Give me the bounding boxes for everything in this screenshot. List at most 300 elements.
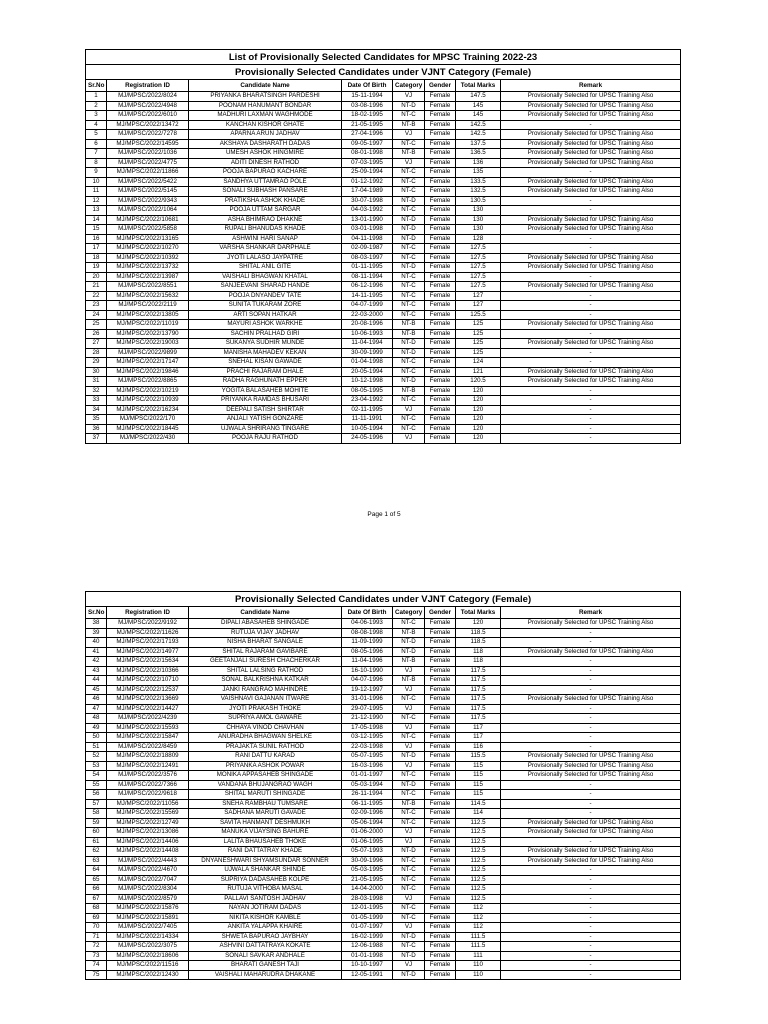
registration-id-cell: MJ/MPSC/2022/15593 bbox=[107, 723, 189, 733]
registration-id-cell: MJ/MPSC/2022/18606 bbox=[107, 951, 189, 961]
remark-cell: - bbox=[501, 415, 681, 425]
remark-cell: Provisionally Selected for UPSC Training Also bbox=[501, 847, 681, 857]
gender-cell: Female bbox=[425, 828, 456, 838]
candidate-name-cell: SANDHYA UTTAMRAO POLE bbox=[189, 177, 342, 187]
registration-id-cell: MJ/MPSC/2022/4775 bbox=[107, 158, 189, 168]
total-marks-cell: 121 bbox=[456, 367, 501, 377]
candidate-name-cell: PRIYANKA ASHOK POWAR bbox=[189, 761, 342, 771]
registration-id-cell: MJ/MPSC/2022/3075 bbox=[107, 942, 189, 952]
candidate-name-cell: SHITAL LALSING RATHOD bbox=[189, 666, 342, 676]
gender-cell: Female bbox=[425, 856, 456, 866]
remark-cell: Provisionally Selected for UPSC Training Also bbox=[501, 761, 681, 771]
dob-cell: 25-09-1994 bbox=[342, 168, 393, 178]
total-marks-cell: 147.5 bbox=[456, 92, 501, 102]
table-row bbox=[86, 742, 681, 752]
sr-no-cell: 55 bbox=[86, 780, 107, 790]
registration-id-cell: MJ/MPSC/2022/14408 bbox=[107, 847, 189, 857]
table-row bbox=[86, 961, 681, 971]
gender-cell: Female bbox=[425, 244, 456, 254]
table-row bbox=[86, 158, 681, 168]
remark-cell: - bbox=[501, 704, 681, 714]
table-row bbox=[86, 282, 681, 292]
table-row bbox=[86, 386, 681, 396]
sr-no-cell: 23 bbox=[86, 301, 107, 311]
candidate-name-cell: JYOTI LALASO JAYPATRE bbox=[189, 253, 342, 263]
gender-cell: Female bbox=[425, 932, 456, 942]
total-marks-cell: 127.5 bbox=[456, 263, 501, 273]
remark-cell: Provisionally Selected for UPSC Training Also bbox=[501, 828, 681, 838]
dob-cell: 01-06-1995 bbox=[342, 837, 393, 847]
sr-no-cell: 71 bbox=[86, 932, 107, 942]
total-marks-cell: 127.5 bbox=[456, 244, 501, 254]
category-cell: NT-C bbox=[393, 291, 425, 301]
table-row bbox=[86, 714, 681, 724]
table-row bbox=[86, 923, 681, 933]
gender-cell: Female bbox=[425, 942, 456, 952]
category-cell: VJ bbox=[393, 704, 425, 714]
sr-no-cell: 54 bbox=[86, 771, 107, 781]
registration-id-cell: MJ/MPSC/2022/14334 bbox=[107, 932, 189, 942]
sr-no-cell: 4 bbox=[86, 120, 107, 130]
sr-no-cell: 12 bbox=[86, 196, 107, 206]
remark-cell: - bbox=[501, 310, 681, 320]
total-marks-cell: 130.5 bbox=[456, 196, 501, 206]
table-row bbox=[86, 685, 681, 695]
dob-cell: 11-09-1999 bbox=[342, 638, 393, 648]
dob-cell: 01-01-1998 bbox=[342, 951, 393, 961]
registration-id-cell: MJ/MPSC/2022/10270 bbox=[107, 244, 189, 254]
category-cell: NT-D bbox=[393, 647, 425, 657]
category-cell: NT-C bbox=[393, 253, 425, 263]
candidate-name-cell: LALITA BHAUSAHEB THOKE bbox=[189, 837, 342, 847]
candidate-name-cell: RUTUJA VITHOBA MASAL bbox=[189, 885, 342, 895]
sr-no-cell: 25 bbox=[86, 320, 107, 330]
total-marks-cell: 118 bbox=[456, 657, 501, 667]
gender-cell: Female bbox=[425, 329, 456, 339]
registration-id-cell: MJ/MPSC/2022/10366 bbox=[107, 666, 189, 676]
category-cell: NT-C bbox=[393, 856, 425, 866]
candidate-name-cell: GEETANJALI SURESH CHACHERKAR bbox=[189, 657, 342, 667]
dob-cell: 01-01-1997 bbox=[342, 771, 393, 781]
remark-cell: - bbox=[501, 723, 681, 733]
total-marks-cell: 117.5 bbox=[456, 666, 501, 676]
dob-cell: 08-08-1998 bbox=[342, 628, 393, 638]
sr-no-cell: 14 bbox=[86, 215, 107, 225]
total-marks-cell: 120 bbox=[456, 396, 501, 406]
remark-cell: Provisionally Selected for UPSC Training Also bbox=[501, 92, 681, 102]
remark-cell: - bbox=[501, 970, 681, 980]
remark-cell: - bbox=[501, 657, 681, 667]
dob-cell: 05-03-1994 bbox=[342, 780, 393, 790]
total-marks-cell: 112.5 bbox=[456, 837, 501, 847]
table-row bbox=[86, 396, 681, 406]
gender-cell: Female bbox=[425, 339, 456, 349]
category-cell: NT-C bbox=[393, 358, 425, 368]
gender-cell: Female bbox=[425, 196, 456, 206]
gender-cell: Female bbox=[425, 780, 456, 790]
registration-id-cell: MJ/MPSC/2022/11056 bbox=[107, 799, 189, 809]
table-row bbox=[86, 92, 681, 102]
registration-id-cell: MJ/MPSC/2022/10219 bbox=[107, 386, 189, 396]
col-dob: Date Of Birth bbox=[342, 80, 393, 92]
category-cell: NT-D bbox=[393, 638, 425, 648]
gender-cell: Female bbox=[425, 434, 456, 444]
registration-id-cell: MJ/MPSC/2022/15876 bbox=[107, 904, 189, 914]
category-cell: NT-B bbox=[393, 628, 425, 638]
total-marks-cell: 125 bbox=[456, 339, 501, 349]
gender-cell: Female bbox=[425, 291, 456, 301]
table-row bbox=[86, 676, 681, 686]
table-row bbox=[86, 130, 681, 140]
category-cell: NT-D bbox=[393, 970, 425, 980]
candidate-name-cell: SONAL BALKRISHNA KATKAR bbox=[189, 676, 342, 686]
candidate-name-cell: ANKITA YALAPPA KHAIRE bbox=[189, 923, 342, 933]
category-cell: NT-C bbox=[393, 942, 425, 952]
registration-id-cell: MJ/MPSC/2022/12749 bbox=[107, 818, 189, 828]
gender-cell: Female bbox=[425, 234, 456, 244]
registration-id-cell: MJ/MPSC/2022/9192 bbox=[107, 619, 189, 629]
sr-no-cell: 20 bbox=[86, 272, 107, 282]
candidate-name-cell: NIKITA KISHOR KAMBLE bbox=[189, 913, 342, 923]
gender-cell: Female bbox=[425, 885, 456, 895]
registration-id-cell: MJ/MPSC/2022/12491 bbox=[107, 761, 189, 771]
dob-cell: 12-05-1991 bbox=[342, 970, 393, 980]
category-cell: NT-D bbox=[393, 932, 425, 942]
candidate-name-cell: UJWALA SHRIRANG TINGARE bbox=[189, 424, 342, 434]
remark-cell: Provisionally Selected for UPSC Training Also bbox=[501, 130, 681, 140]
dob-cell: 18-02-1995 bbox=[342, 111, 393, 121]
gender-cell: Female bbox=[425, 904, 456, 914]
category-cell: NT-C bbox=[393, 111, 425, 121]
table-row bbox=[86, 424, 681, 434]
table-row bbox=[86, 837, 681, 847]
registration-id-cell: MJ/MPSC/2022/10710 bbox=[107, 676, 189, 686]
gender-cell: Female bbox=[425, 187, 456, 197]
col-gender: Gender bbox=[425, 607, 456, 619]
col-srno: Sr.No bbox=[86, 80, 107, 92]
total-marks-cell: 112.5 bbox=[456, 894, 501, 904]
sr-no-cell: 11 bbox=[86, 187, 107, 197]
page-number: Page 1 of 5 bbox=[367, 511, 401, 518]
remark-cell: - bbox=[501, 942, 681, 952]
remark-cell: - bbox=[501, 742, 681, 752]
total-marks-cell: 112 bbox=[456, 904, 501, 914]
category-cell: NT-C bbox=[393, 619, 425, 629]
total-marks-cell: 117.5 bbox=[456, 685, 501, 695]
registration-id-cell: MJ/MPSC/2022/14595 bbox=[107, 139, 189, 149]
col-dob: Date Of Birth bbox=[342, 607, 393, 619]
total-marks-cell: 127 bbox=[456, 301, 501, 311]
sr-no-cell: 41 bbox=[86, 647, 107, 657]
sr-no-cell: 5 bbox=[86, 130, 107, 140]
candidate-name-cell: CHHAYA VINOD CHAVHAN bbox=[189, 723, 342, 733]
table-row bbox=[86, 818, 681, 828]
dob-cell: 10-10-1997 bbox=[342, 961, 393, 971]
sr-no-cell: 61 bbox=[86, 837, 107, 847]
table-row bbox=[86, 206, 681, 216]
remark-cell: - bbox=[501, 234, 681, 244]
candidate-name-cell: SAVITA HANMANT DESHMUKH bbox=[189, 818, 342, 828]
gender-cell: Female bbox=[425, 424, 456, 434]
gender-cell: Female bbox=[425, 168, 456, 178]
gender-cell: Female bbox=[425, 348, 456, 358]
table-row bbox=[86, 761, 681, 771]
dob-cell: 03-08-1996 bbox=[342, 101, 393, 111]
dob-cell: 28-03-1998 bbox=[342, 894, 393, 904]
registration-id-cell: MJ/MPSC/2022/6010 bbox=[107, 111, 189, 121]
sr-no-cell: 37 bbox=[86, 434, 107, 444]
category-cell: NT-C bbox=[393, 714, 425, 724]
candidate-name-cell: VAISHNAVI GAJANAN ITWARE bbox=[189, 695, 342, 705]
table-row bbox=[86, 196, 681, 206]
category-cell: NT-D bbox=[393, 215, 425, 225]
col-gender: Gender bbox=[425, 80, 456, 92]
table-row bbox=[86, 733, 681, 743]
table-row bbox=[86, 168, 681, 178]
remark-cell: - bbox=[501, 434, 681, 444]
total-marks-cell: 130 bbox=[456, 206, 501, 216]
sr-no-cell: 22 bbox=[86, 291, 107, 301]
table-row bbox=[86, 875, 681, 885]
sr-no-cell: 75 bbox=[86, 970, 107, 980]
category-cell: VJ bbox=[393, 923, 425, 933]
total-marks-cell: 135 bbox=[456, 168, 501, 178]
category-cell: NT-D bbox=[393, 263, 425, 273]
registration-id-cell: MJ/MPSC/2022/5422 bbox=[107, 177, 189, 187]
gender-cell: Female bbox=[425, 837, 456, 847]
sr-no-cell: 10 bbox=[86, 177, 107, 187]
total-marks-cell: 127.5 bbox=[456, 282, 501, 292]
candidate-name-cell: YOGITA BALASAHEB MOHITE bbox=[189, 386, 342, 396]
gender-cell: Female bbox=[425, 913, 456, 923]
total-marks-cell: 125 bbox=[456, 329, 501, 339]
registration-id-cell: MJ/MPSC/2022/9343 bbox=[107, 196, 189, 206]
category-cell: NT-D bbox=[393, 951, 425, 961]
candidate-name-cell: SONALI SUBHASH PANSARE bbox=[189, 187, 342, 197]
registration-id-cell: MJ/MPSC/2022/13669 bbox=[107, 695, 189, 705]
category-cell: NT-C bbox=[393, 885, 425, 895]
candidate-name-cell: SONALI SAVKAR ANDHALE bbox=[189, 951, 342, 961]
remark-cell: Provisionally Selected for UPSC Training Also bbox=[501, 752, 681, 762]
category-cell: NT-B bbox=[393, 657, 425, 667]
dob-cell: 11-11-1991 bbox=[342, 415, 393, 425]
total-marks-cell: 116 bbox=[456, 742, 501, 752]
dob-cell: 04-11-1998 bbox=[342, 234, 393, 244]
total-marks-cell: 120 bbox=[456, 405, 501, 415]
dob-cell: 06-11-1995 bbox=[342, 799, 393, 809]
sr-no-cell: 36 bbox=[86, 424, 107, 434]
sr-no-cell: 66 bbox=[86, 885, 107, 895]
candidate-name-cell: VANDANA BHUJANGRAO WAGH bbox=[189, 780, 342, 790]
candidate-name-cell: ADITI DINESH RATHOD bbox=[189, 158, 342, 168]
gender-cell: Female bbox=[425, 225, 456, 235]
header-row-page2 bbox=[86, 607, 681, 619]
registration-id-cell: MJ/MPSC/2022/13472 bbox=[107, 120, 189, 130]
sr-no-cell: 40 bbox=[86, 638, 107, 648]
dob-cell: 22-03-1998 bbox=[342, 742, 393, 752]
category-cell: NT-C bbox=[393, 310, 425, 320]
gender-cell: Female bbox=[425, 790, 456, 800]
dob-cell: 06-12-1996 bbox=[342, 282, 393, 292]
category-cell: VJ bbox=[393, 685, 425, 695]
category-cell: NT-B bbox=[393, 320, 425, 330]
gender-cell: Female bbox=[425, 158, 456, 168]
table-row bbox=[86, 799, 681, 809]
table-row bbox=[86, 666, 681, 676]
category-cell: VJ bbox=[393, 837, 425, 847]
category-cell: NT-C bbox=[393, 396, 425, 406]
category-cell: VJ bbox=[393, 961, 425, 971]
sr-no-cell: 28 bbox=[86, 348, 107, 358]
remark-cell: - bbox=[501, 733, 681, 743]
total-marks-cell: 115.5 bbox=[456, 752, 501, 762]
table-row bbox=[86, 348, 681, 358]
registration-id-cell: MJ/MPSC/2022/12430 bbox=[107, 970, 189, 980]
remark-cell: Provisionally Selected for UPSC Training Also bbox=[501, 856, 681, 866]
gender-cell: Female bbox=[425, 358, 456, 368]
remark-cell: - bbox=[501, 866, 681, 876]
remark-cell: - bbox=[501, 405, 681, 415]
total-marks-cell: 125 bbox=[456, 320, 501, 330]
registration-id-cell: MJ/MPSC/2022/7278 bbox=[107, 130, 189, 140]
sr-no-cell: 19 bbox=[86, 263, 107, 273]
total-marks-cell: 112.5 bbox=[456, 856, 501, 866]
sr-no-cell: 16 bbox=[86, 234, 107, 244]
sr-no-cell: 62 bbox=[86, 847, 107, 857]
table-row bbox=[86, 301, 681, 311]
category-cell: VJ bbox=[393, 158, 425, 168]
candidate-name-cell: RUTUJA VIJAY JADHAV bbox=[189, 628, 342, 638]
gender-cell: Female bbox=[425, 723, 456, 733]
category-cell: NT-B bbox=[393, 386, 425, 396]
remark-cell: - bbox=[501, 923, 681, 933]
total-marks-cell: 115 bbox=[456, 761, 501, 771]
remark-cell: Provisionally Selected for UPSC Training Also bbox=[501, 253, 681, 263]
total-marks-cell: 142.5 bbox=[456, 120, 501, 130]
total-marks-cell: 111.5 bbox=[456, 932, 501, 942]
category-cell: NT-D bbox=[393, 196, 425, 206]
candidate-name-cell: SANJEEVANI SHARAD HANDE bbox=[189, 282, 342, 292]
category-cell: NT-D bbox=[393, 348, 425, 358]
candidate-name-cell: VARSHA SHANKAR DARPHALE bbox=[189, 244, 342, 254]
registration-id-cell: MJ/MPSC/2022/4239 bbox=[107, 714, 189, 724]
gender-cell: Female bbox=[425, 951, 456, 961]
page2-table-wrap bbox=[85, 591, 680, 980]
remark-cell: Provisionally Selected for UPSC Training Also bbox=[501, 225, 681, 235]
table-row bbox=[86, 894, 681, 904]
candidate-name-cell: PRACHI RAJARAM DHALE bbox=[189, 367, 342, 377]
sr-no-cell: 74 bbox=[86, 961, 107, 971]
dob-cell: 26-11-1994 bbox=[342, 790, 393, 800]
total-marks-cell: 120 bbox=[456, 619, 501, 629]
total-marks-cell: 112.5 bbox=[456, 875, 501, 885]
remark-cell: Provisionally Selected for UPSC Training Also bbox=[501, 818, 681, 828]
candidate-name-cell: SHITAL RAJARAM GAVIBARE bbox=[189, 647, 342, 657]
table-row bbox=[86, 120, 681, 130]
col-remark: Remark bbox=[501, 607, 681, 619]
remark-cell: Provisionally Selected for UPSC Training Also bbox=[501, 619, 681, 629]
gender-cell: Female bbox=[425, 666, 456, 676]
gender-cell: Female bbox=[425, 253, 456, 263]
gender-cell: Female bbox=[425, 676, 456, 686]
category-cell: NT-D bbox=[393, 339, 425, 349]
total-marks-cell: 115 bbox=[456, 780, 501, 790]
registration-id-cell: MJ/MPSC/2022/170 bbox=[107, 415, 189, 425]
gender-cell: Female bbox=[425, 685, 456, 695]
dob-cell: 20-05-1994 bbox=[342, 367, 393, 377]
registration-id-cell: MJ/MPSC/2022/18809 bbox=[107, 752, 189, 762]
col-registration-id: Registration ID bbox=[107, 80, 189, 92]
candidate-name-cell: PRATIKSHA ASHOK KHADE bbox=[189, 196, 342, 206]
registration-id-cell: MJ/MPSC/2022/1064 bbox=[107, 206, 189, 216]
page1-table-wrap bbox=[85, 49, 680, 444]
sr-no-cell: 64 bbox=[86, 866, 107, 876]
category-cell: VJ bbox=[393, 666, 425, 676]
sr-no-cell: 46 bbox=[86, 695, 107, 705]
sr-no-cell: 48 bbox=[86, 714, 107, 724]
category-cell: NT-C bbox=[393, 771, 425, 781]
total-marks-cell: 110 bbox=[456, 961, 501, 971]
category-cell: VJ bbox=[393, 434, 425, 444]
total-marks-cell: 128 bbox=[456, 234, 501, 244]
category-subtitle: Provisionally Selected Candidates under VJNT Category (Female) bbox=[86, 65, 681, 80]
registration-id-cell: MJ/MPSC/2022/15632 bbox=[107, 291, 189, 301]
table-row bbox=[86, 951, 681, 961]
total-marks-cell: 137.5 bbox=[456, 139, 501, 149]
sr-no-cell: 65 bbox=[86, 875, 107, 885]
dob-cell: 04-07-1999 bbox=[342, 301, 393, 311]
table-row bbox=[86, 367, 681, 377]
dob-cell: 09-05-1997 bbox=[342, 139, 393, 149]
table-row bbox=[86, 149, 681, 159]
total-marks-cell: 117 bbox=[456, 723, 501, 733]
table-row bbox=[86, 187, 681, 197]
category-cell: NT-C bbox=[393, 177, 425, 187]
remark-cell: - bbox=[501, 875, 681, 885]
candidate-name-cell: SHWETA BAPURAO JAYBHAY bbox=[189, 932, 342, 942]
table-row bbox=[86, 628, 681, 638]
category-cell: NT-C bbox=[393, 139, 425, 149]
remark-cell: - bbox=[501, 837, 681, 847]
dob-cell: 30-07-1998 bbox=[342, 196, 393, 206]
total-marks-cell: 115 bbox=[456, 771, 501, 781]
sr-no-cell: 21 bbox=[86, 282, 107, 292]
remark-cell: Provisionally Selected for UPSC Training Also bbox=[501, 177, 681, 187]
registration-id-cell: MJ/MPSC/2022/12537 bbox=[107, 685, 189, 695]
total-marks-cell: 145 bbox=[456, 101, 501, 111]
category-cell: NT-C bbox=[393, 282, 425, 292]
table-row bbox=[86, 619, 681, 629]
registration-id-cell: MJ/MPSC/2022/13790 bbox=[107, 329, 189, 339]
sr-no-cell: 43 bbox=[86, 666, 107, 676]
sr-no-cell: 30 bbox=[86, 367, 107, 377]
total-marks-cell: 124 bbox=[456, 358, 501, 368]
sr-no-cell: 52 bbox=[86, 752, 107, 762]
dob-cell: 16-03-1996 bbox=[342, 761, 393, 771]
col-total-marks: Total Marks bbox=[456, 80, 501, 92]
col-candidate-name: Candidate Name bbox=[189, 80, 342, 92]
dob-cell: 30-09-1996 bbox=[342, 856, 393, 866]
table-row bbox=[86, 942, 681, 952]
category-cell: NT-B bbox=[393, 120, 425, 130]
total-marks-cell: 117.5 bbox=[456, 704, 501, 714]
candidate-name-cell: ANJALI YATISH GONZARE bbox=[189, 415, 342, 425]
gender-cell: Female bbox=[425, 263, 456, 273]
total-marks-cell: 111.5 bbox=[456, 942, 501, 952]
table-row bbox=[86, 101, 681, 111]
dob-cell: 03-01-1998 bbox=[342, 225, 393, 235]
candidate-name-cell: PRIYANKA RAMDAS BHUSARI bbox=[189, 396, 342, 406]
